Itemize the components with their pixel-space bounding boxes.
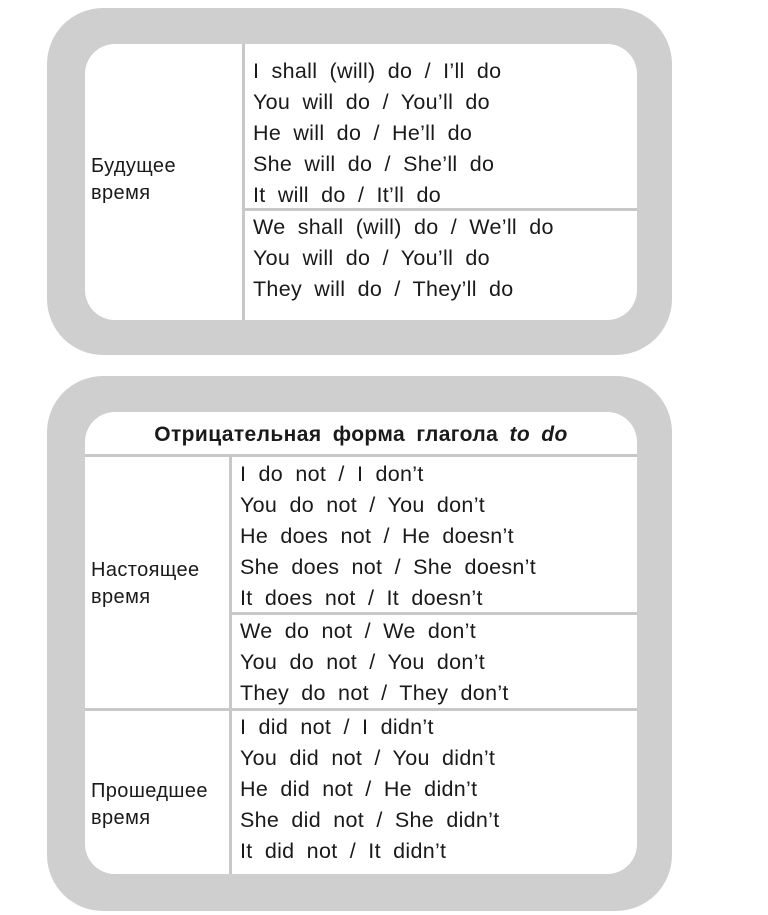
table-title (85, 423, 637, 447)
verb-form: He does not / He doesn’t (240, 524, 514, 548)
verb-form: They do not / They don’t (240, 681, 509, 705)
future-tense-label (91, 153, 176, 207)
verb-form: You do not / You don’t (240, 650, 486, 674)
verb-form: You will do / You’ll do (253, 90, 490, 114)
negative-table (85, 412, 637, 874)
verb-form: You do not / You don’t (240, 493, 486, 517)
verb-form: They will do / They’ll do (253, 277, 514, 301)
present-plural-forms (240, 616, 509, 709)
verb-form: It will do / It’ll do (253, 183, 442, 207)
verb-form: I do not / I don’t (240, 462, 424, 486)
verb-form: We do not / We don’t (240, 619, 476, 643)
past-forms (240, 712, 500, 867)
tense-label-line: время (91, 586, 151, 608)
title-divider (85, 454, 637, 457)
present-tense-label (91, 557, 200, 611)
column-divider (242, 44, 245, 320)
past-tense-label (91, 778, 208, 832)
tense-label-line: Настоящее (91, 559, 200, 581)
verb-form: She does not / She doesn’t (240, 555, 536, 579)
future-plural-forms (253, 212, 554, 305)
verb-form: You did not / You didn’t (240, 746, 496, 770)
verb-form: She did not / She didn’t (240, 808, 500, 832)
future-singular-forms (253, 56, 501, 211)
verb-form: We shall (will) do / We’ll do (253, 215, 554, 239)
verb-form: I shall (will) do / I’ll do (253, 59, 502, 83)
title-verb: to do (509, 423, 568, 446)
present-singular-forms (240, 459, 536, 614)
verb-form: I did not / I didn’t (240, 715, 434, 739)
verb-form: He will do / He’ll do (253, 121, 473, 145)
verb-form: It does not / It doesn’t (240, 586, 483, 610)
title-text: Отрицательная форма глагола (154, 423, 499, 446)
tense-label-line: Прошедшее (91, 780, 208, 802)
verb-form: You will do / You’ll do (253, 246, 490, 270)
future-table (85, 44, 637, 320)
verb-form: He did not / He didn’t (240, 777, 478, 801)
tense-label-line: Будущее (91, 155, 176, 177)
tense-label-line: время (91, 807, 151, 829)
column-divider (229, 455, 232, 874)
tense-label-line: время (91, 182, 151, 204)
verb-form: It did not / It didn’t (240, 839, 447, 863)
verb-form: She will do / She’ll do (253, 152, 495, 176)
